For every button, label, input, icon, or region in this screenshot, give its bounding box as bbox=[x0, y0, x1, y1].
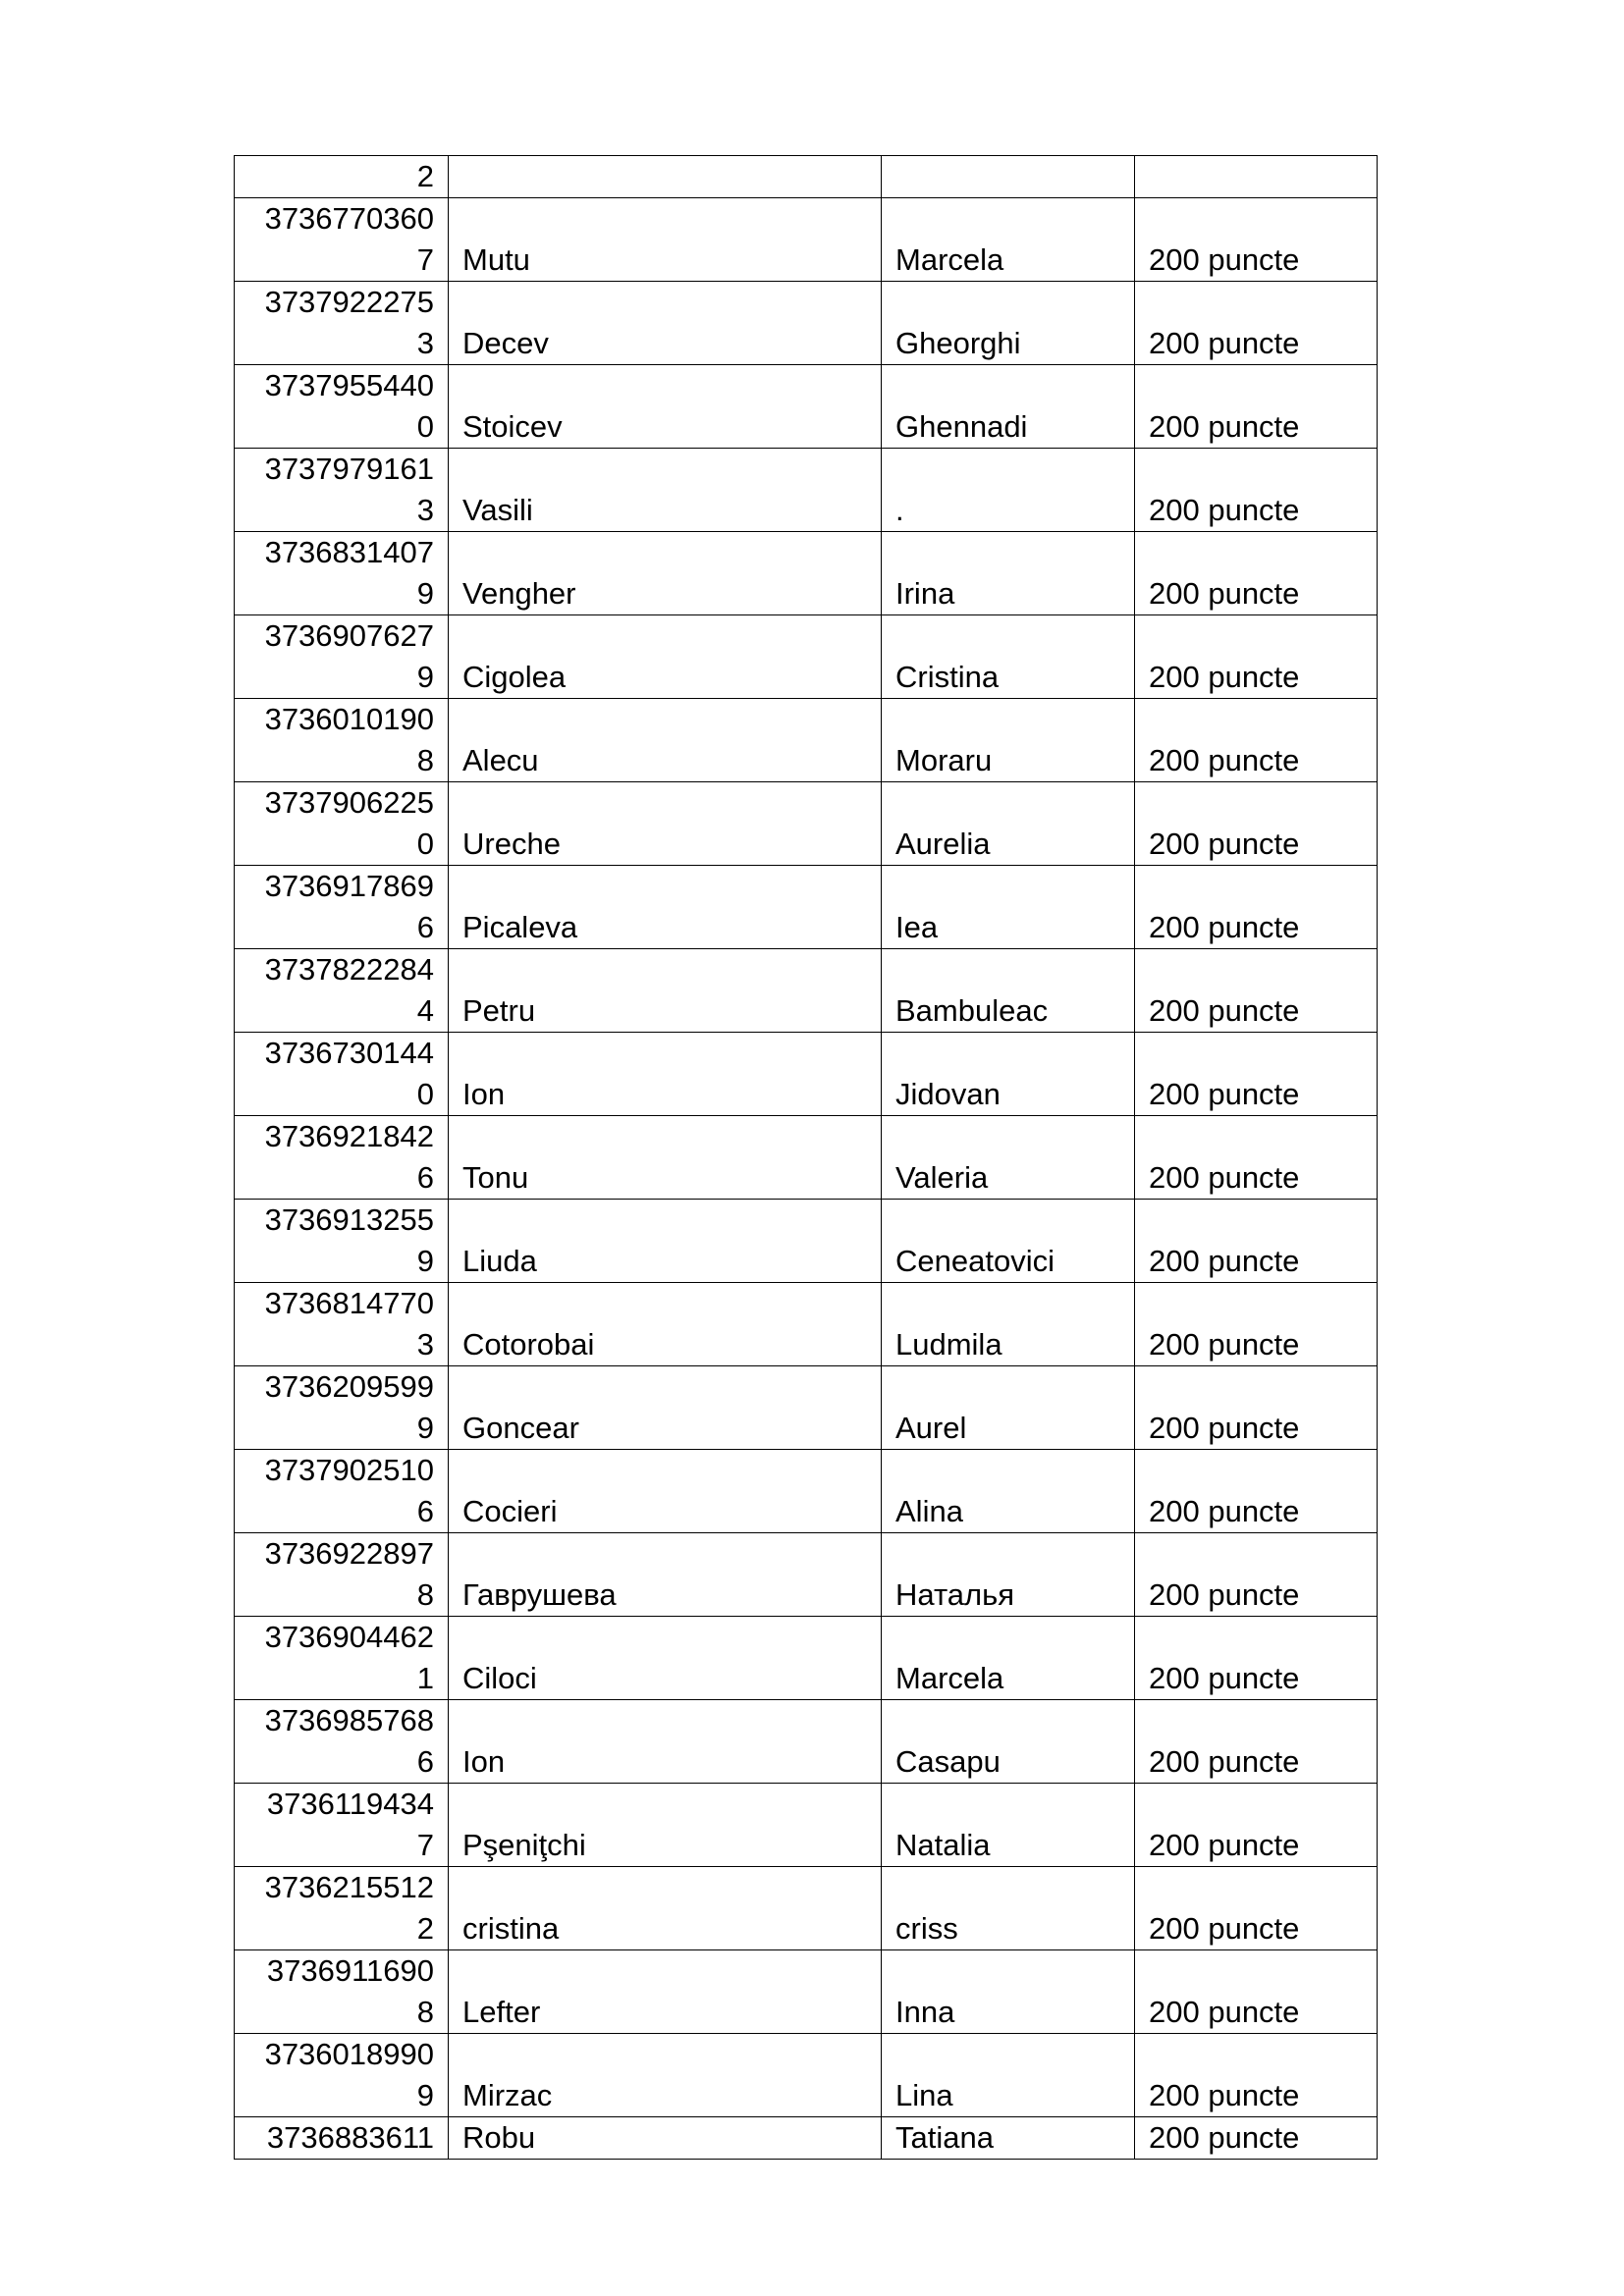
cell-id-line: 3736904462 bbox=[264, 1620, 434, 1654]
cell-id bbox=[235, 365, 449, 449]
cell-name: Decev bbox=[449, 282, 882, 365]
cell-id bbox=[235, 1533, 449, 1617]
cell-name: Ureche bbox=[449, 782, 882, 866]
cell-id-line: 9 bbox=[416, 660, 434, 694]
cell-surname: Lina bbox=[882, 2034, 1135, 2117]
cell-name: Cigolea bbox=[449, 615, 882, 699]
cell-id-line: 9 bbox=[416, 1244, 434, 1278]
cell-id-line: 3736922897 bbox=[264, 1536, 434, 1571]
cell-surname: Ghennadi bbox=[882, 365, 1135, 449]
cell-id bbox=[235, 866, 449, 949]
cell-surname bbox=[882, 156, 1135, 198]
cell-points: 200 puncte bbox=[1135, 1200, 1378, 1283]
table-row bbox=[235, 699, 1378, 782]
table-row bbox=[235, 1450, 1378, 1533]
cell-id-line: 6 bbox=[416, 910, 434, 944]
cell-surname: Ludmila bbox=[882, 1283, 1135, 1366]
cell-points: 200 puncte bbox=[1135, 1033, 1378, 1116]
cell-id-line: 3736209599 bbox=[264, 1369, 434, 1404]
cell-name: Mirzac bbox=[449, 2034, 882, 2117]
cell-id-line: 0 bbox=[416, 1077, 434, 1111]
cell-id bbox=[235, 1867, 449, 1950]
cell-id bbox=[235, 1116, 449, 1200]
cell-points: 200 puncte bbox=[1135, 1784, 1378, 1867]
cell-surname: Casapu bbox=[882, 1700, 1135, 1784]
table-row bbox=[235, 615, 1378, 699]
cell-surname: . bbox=[882, 449, 1135, 532]
cell-id-line: 3736917869 bbox=[264, 869, 434, 903]
cell-id bbox=[235, 1950, 449, 2034]
cell-name: Cotorobai bbox=[449, 1283, 882, 1366]
cell-id-line: 0 bbox=[416, 827, 434, 861]
cell-id-line: 3736018990 bbox=[264, 2037, 434, 2071]
cell-id bbox=[235, 615, 449, 699]
cell-surname: criss bbox=[882, 1867, 1135, 1950]
cell-id bbox=[235, 1033, 449, 1116]
cell-name: Liuda bbox=[449, 1200, 882, 1283]
table-row bbox=[235, 198, 1378, 282]
cell-id-line: 8 bbox=[416, 1995, 434, 2029]
cell-name bbox=[449, 156, 882, 198]
cell-id-line: 3736911690 bbox=[266, 1953, 434, 1988]
cell-points: 200 puncte bbox=[1135, 2117, 1378, 2160]
cell-name: Vasili bbox=[449, 449, 882, 532]
cell-points: 200 puncte bbox=[1135, 699, 1378, 782]
cell-surname: Iea bbox=[882, 866, 1135, 949]
table-row bbox=[235, 1366, 1378, 1450]
cell-name: Mutu bbox=[449, 198, 882, 282]
cell-points: 200 puncte bbox=[1135, 365, 1378, 449]
cell-surname: Ceneatovici bbox=[882, 1200, 1135, 1283]
cell-id bbox=[235, 449, 449, 532]
cell-surname: Tatiana bbox=[882, 2117, 1135, 2160]
cell-surname: Natalia bbox=[882, 1784, 1135, 1867]
cell-id bbox=[235, 699, 449, 782]
cell-points: 200 puncte bbox=[1135, 1617, 1378, 1700]
cell-surname: Aurelia bbox=[882, 782, 1135, 866]
cell-points: 200 puncte bbox=[1135, 2034, 1378, 2117]
cell-points: 200 puncte bbox=[1135, 1116, 1378, 1200]
cell-id bbox=[235, 782, 449, 866]
cell-points: 200 puncte bbox=[1135, 1533, 1378, 1617]
cell-name: Lefter bbox=[449, 1950, 882, 2034]
table-row bbox=[235, 449, 1378, 532]
cell-name: Гаврушева bbox=[449, 1533, 882, 1617]
cell-id bbox=[235, 198, 449, 282]
cell-id-line: 9 bbox=[416, 1411, 434, 1445]
cell-id-line: 3736831407 bbox=[264, 535, 434, 569]
cell-id-line: 1 bbox=[416, 1661, 434, 1695]
cell-points bbox=[1135, 156, 1378, 198]
cell-id bbox=[235, 1784, 449, 1867]
cell-points: 200 puncte bbox=[1135, 1700, 1378, 1784]
cell-name: cristina bbox=[449, 1867, 882, 1950]
cell-id bbox=[235, 1283, 449, 1366]
cell-name: Ciloci bbox=[449, 1617, 882, 1700]
cell-surname: Alina bbox=[882, 1450, 1135, 1533]
table-row bbox=[235, 866, 1378, 949]
cell-name: Tonu bbox=[449, 1116, 882, 1200]
cell-name: Petru bbox=[449, 949, 882, 1033]
cell-id-line: 3736770360 bbox=[264, 201, 434, 236]
cell-id bbox=[235, 2034, 449, 2117]
cell-id-line: 3736814770 bbox=[264, 1286, 434, 1320]
cell-points: 200 puncte bbox=[1135, 282, 1378, 365]
cell-id bbox=[235, 1366, 449, 1450]
table-row bbox=[235, 1867, 1378, 1950]
cell-points: 200 puncte bbox=[1135, 1283, 1378, 1366]
cell-points: 200 puncte bbox=[1135, 532, 1378, 615]
cell-points: 200 puncte bbox=[1135, 1867, 1378, 1950]
cell-id-line: 3737822284 bbox=[264, 952, 434, 987]
cell-id-line: 6 bbox=[416, 1160, 434, 1195]
cell-surname: Gheorghi bbox=[882, 282, 1135, 365]
cell-id-line: 3736913255 bbox=[264, 1202, 434, 1237]
table-row bbox=[235, 2034, 1378, 2117]
cell-id-line: 8 bbox=[416, 743, 434, 777]
table-row bbox=[235, 156, 1378, 198]
cell-id bbox=[235, 532, 449, 615]
cell-id-line: 0 bbox=[416, 409, 434, 444]
table-row bbox=[235, 532, 1378, 615]
table-row bbox=[235, 1700, 1378, 1784]
cell-surname: Moraru bbox=[882, 699, 1135, 782]
cell-points: 200 puncte bbox=[1135, 615, 1378, 699]
cell-surname: Marcela bbox=[882, 1617, 1135, 1700]
cell-points: 200 puncte bbox=[1135, 866, 1378, 949]
table-row bbox=[235, 1784, 1378, 1867]
cell-surname: Bambuleac bbox=[882, 949, 1135, 1033]
cell-id-line: 3737906225 bbox=[264, 785, 434, 820]
cell-id bbox=[235, 1200, 449, 1283]
cell-surname: Jidovan bbox=[882, 1033, 1135, 1116]
cell-id-line: 3736119434 bbox=[266, 1787, 434, 1821]
cell-id-line: 2 bbox=[416, 159, 434, 193]
results-table bbox=[234, 155, 1378, 2160]
cell-id-line: 7 bbox=[416, 1828, 434, 1862]
cell-id bbox=[235, 1450, 449, 1533]
cell-id-line: 3736883611 bbox=[266, 2120, 434, 2155]
cell-points: 200 puncte bbox=[1135, 1450, 1378, 1533]
table-row bbox=[235, 1950, 1378, 2034]
cell-name: Ion bbox=[449, 1033, 882, 1116]
cell-id-line: 3736215512 bbox=[264, 1870, 434, 1904]
table-row bbox=[235, 1200, 1378, 1283]
cell-id-line: 3737955440 bbox=[264, 368, 434, 402]
cell-surname: Cristina bbox=[882, 615, 1135, 699]
table-row bbox=[235, 782, 1378, 866]
cell-id bbox=[235, 1617, 449, 1700]
table-row bbox=[235, 1033, 1378, 1116]
cell-id-line: 9 bbox=[416, 2078, 434, 2112]
cell-name: Robu bbox=[449, 2117, 882, 2160]
cell-surname: Inna bbox=[882, 1950, 1135, 2034]
cell-name: Ion bbox=[449, 1700, 882, 1784]
cell-id bbox=[235, 1700, 449, 1784]
cell-id-line: 3736010190 bbox=[264, 702, 434, 736]
cell-id-line: 3 bbox=[416, 326, 434, 360]
results-table-body bbox=[235, 156, 1378, 2160]
cell-surname: Aurel bbox=[882, 1366, 1135, 1450]
cell-surname: Marcela bbox=[882, 198, 1135, 282]
cell-id bbox=[235, 2117, 449, 2160]
cell-id-line: 7 bbox=[416, 242, 434, 277]
table-row bbox=[235, 1533, 1378, 1617]
table-row bbox=[235, 949, 1378, 1033]
cell-id-line: 4 bbox=[416, 993, 434, 1028]
cell-name: Vengher bbox=[449, 532, 882, 615]
cell-id-line: 6 bbox=[416, 1494, 434, 1528]
cell-points: 200 puncte bbox=[1135, 949, 1378, 1033]
cell-surname: Valeria bbox=[882, 1116, 1135, 1200]
cell-surname: Irina bbox=[882, 532, 1135, 615]
cell-id-line: 3 bbox=[416, 1327, 434, 1362]
cell-id-line: 3737922275 bbox=[264, 285, 434, 319]
cell-id bbox=[235, 156, 449, 198]
cell-id-line: 3 bbox=[416, 493, 434, 527]
cell-id-line: 6 bbox=[416, 1744, 434, 1779]
cell-points: 200 puncte bbox=[1135, 782, 1378, 866]
cell-id bbox=[235, 949, 449, 1033]
table-row bbox=[235, 365, 1378, 449]
cell-id bbox=[235, 282, 449, 365]
table-row bbox=[235, 1116, 1378, 1200]
cell-name: Goncear bbox=[449, 1366, 882, 1450]
cell-name: Stoicev bbox=[449, 365, 882, 449]
cell-id-line: 3736907627 bbox=[264, 618, 434, 653]
cell-surname: Наталья bbox=[882, 1533, 1135, 1617]
cell-name: Alecu bbox=[449, 699, 882, 782]
cell-points: 200 puncte bbox=[1135, 1366, 1378, 1450]
cell-name: Cocieri bbox=[449, 1450, 882, 1533]
table-row bbox=[235, 2117, 1378, 2160]
cell-id-line: 8 bbox=[416, 1577, 434, 1612]
cell-id-line: 3736921842 bbox=[264, 1119, 434, 1153]
cell-id-line: 3737979161 bbox=[264, 452, 434, 486]
cell-points: 200 puncte bbox=[1135, 198, 1378, 282]
cell-points: 200 puncte bbox=[1135, 1950, 1378, 2034]
table-row bbox=[235, 282, 1378, 365]
cell-points: 200 puncte bbox=[1135, 449, 1378, 532]
cell-id-line: 2 bbox=[416, 1911, 434, 1946]
cell-id-line: 3736985768 bbox=[264, 1703, 434, 1737]
cell-id-line: 3736730144 bbox=[264, 1036, 434, 1070]
cell-id-line: 9 bbox=[416, 576, 434, 611]
cell-name: Picaleva bbox=[449, 866, 882, 949]
table-row bbox=[235, 1617, 1378, 1700]
table-row bbox=[235, 1283, 1378, 1366]
cell-name: Pşeniţchi bbox=[449, 1784, 882, 1867]
cell-id-line: 3737902510 bbox=[264, 1453, 434, 1487]
